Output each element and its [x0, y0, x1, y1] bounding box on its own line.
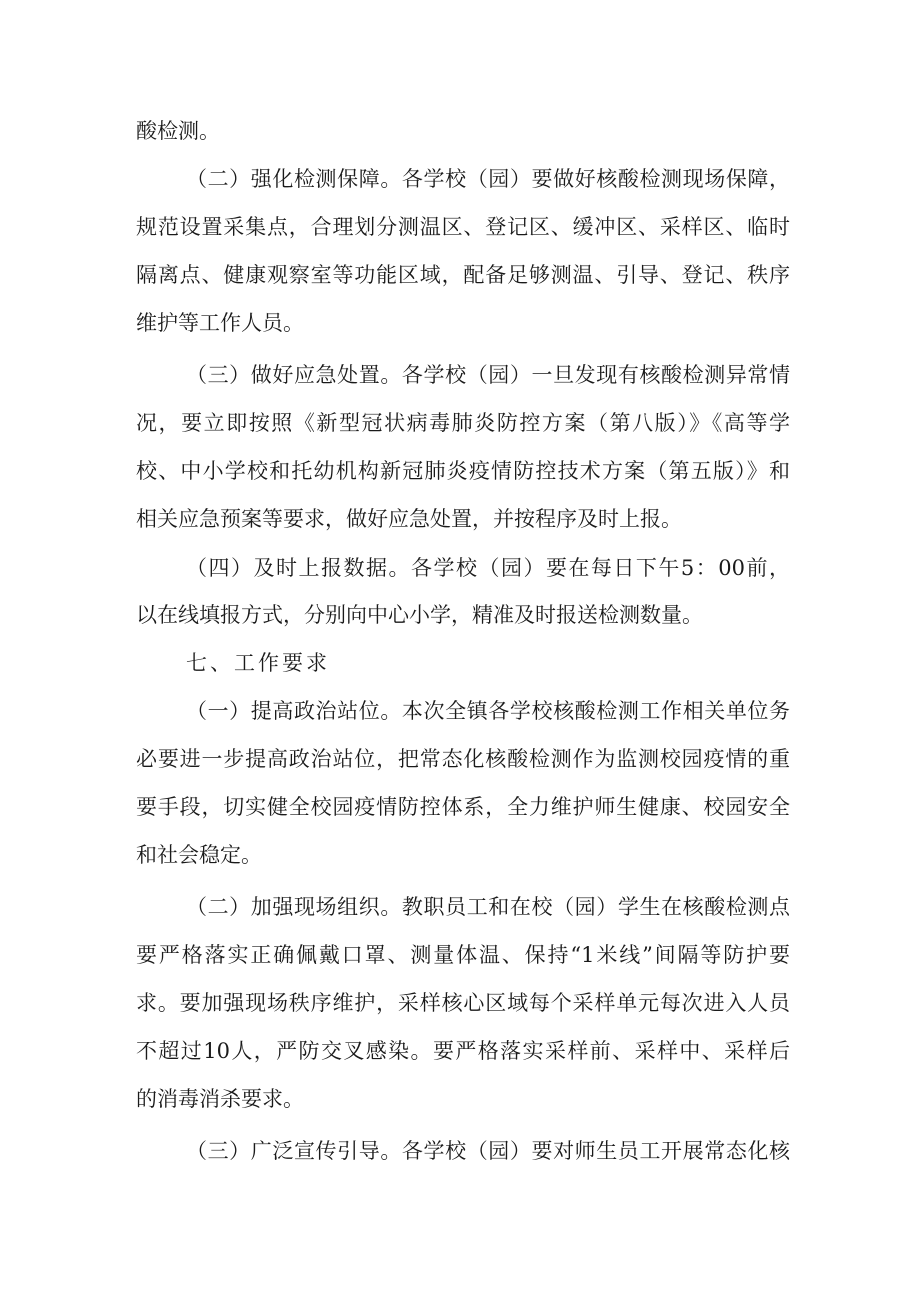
- text-line-16: 和社会稳定。: [136, 843, 262, 867]
- section-7-3-heading-line: （三）广泛宣传引导。各学校（园）要对师生员工开展常态化核: [186, 1139, 790, 1163]
- text-line-3: 规范设置采集点，合理划分测温区、登记区、缓冲区、采样区、临时: [136, 215, 790, 239]
- section-7-2-heading-line: （二）加强现场组织。教职员工和在校（园）学生在核酸检测点: [186, 895, 790, 919]
- text-line-8: 校、中小学校和托幼机构新冠肺炎疫情防控技术方案（第五版）》和: [136, 459, 790, 483]
- text-line-21: 的消毒消杀要求。: [136, 1087, 304, 1111]
- section-7-1-heading-line: （一）提高政治站位。本次全镇各学校核酸检测工作相关单位务: [186, 699, 790, 723]
- text-line-14: 必要进一步提高政治站位，把常态化核酸检测作为监测校园疫情的重: [136, 747, 790, 771]
- section-2-3-heading-line: （三）做好应急处置。各学校（园）一旦发现有核酸检测异常情: [186, 363, 790, 387]
- text-line-15: 要手段，切实健全校园疫情防控体系，全力维护师生健康、校园安全: [136, 795, 790, 819]
- text-line-4: 隔离点、健康观察室等功能区域，配备足够测温、引导、登记、秩序: [136, 263, 790, 287]
- text-line-11: 以在线填报方式，分别向中心小学，精准及时报送检测数量。: [136, 603, 703, 627]
- text-line-18: 要严格落实正确佩戴口罩、测量体温、保持“1米线”间隔等防护要: [136, 943, 790, 967]
- text-line-19: 求。要加强现场秩序维护，采样核心区域每个采样单元每次进入人员: [136, 991, 790, 1015]
- text-line-20: 不超过10人，严防交叉感染。要严格落实采样前、采样中、采样后: [136, 1039, 790, 1063]
- text-line-9: 相关应急预案等要求，做好应急处置，并按程序及时上报。: [136, 507, 682, 531]
- section-2-4-heading-line: （四）及时上报数据。各学校（园）要在每日下午5：00前，: [186, 556, 790, 580]
- text-line-1: 酸检测。: [136, 119, 220, 143]
- text-line-5: 维护等工作人员。: [136, 311, 304, 335]
- section-7-heading: 七、工作要求: [186, 651, 330, 675]
- text-line-7: 况，要立即按照《新型冠状病毒肺炎防控方案（第八版）》《高等学: [136, 411, 790, 435]
- section-2-2-heading-line: （二）强化检测保障。各学校（园）要做好核酸检测现场保障，: [186, 167, 790, 191]
